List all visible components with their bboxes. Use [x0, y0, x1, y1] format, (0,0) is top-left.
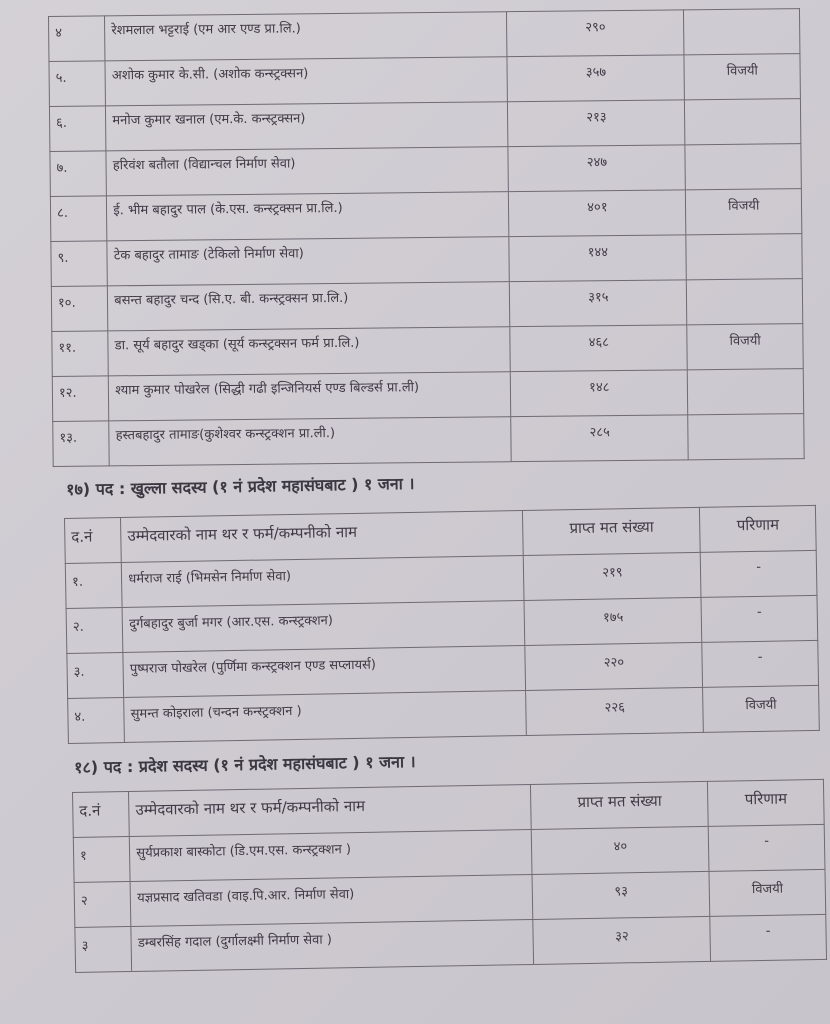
- candidate-name: हस्तबहादुर तामाङ(कुशेश्वर कन्स्ट्रक्शन प्रा.ली.): [109, 417, 512, 466]
- candidate-name: डम्बरसिंह गदाल (दुर्गालक्ष्मी निर्माण सेवा ): [131, 919, 534, 971]
- serial-number: १३.: [53, 421, 110, 467]
- result-cell: [684, 9, 800, 55]
- table-row: [49, 54, 800, 107]
- table-row: [51, 234, 802, 287]
- serial-number: ७.: [50, 151, 107, 197]
- vote-count: १७५: [524, 597, 702, 645]
- result-cell: विजयी: [709, 869, 825, 916]
- result-cell: -: [701, 595, 817, 642]
- candidate-name: पुष्पराज पोखरेल (पुर्णिमा कन्स्ट्रक्शन एण्ड सप्लायर्स): [123, 645, 526, 697]
- result-cell: विजयी: [703, 685, 819, 732]
- result-cell: [688, 369, 804, 415]
- vote-count: १४४: [509, 235, 686, 282]
- vote-count: २८५: [511, 415, 688, 462]
- result-cell: -: [709, 824, 825, 871]
- table-row: [49, 99, 800, 152]
- candidate-name: अशोक कुमार के.सी. (अशोक कन्स्ट्रक्सन): [105, 57, 508, 106]
- table-row: [53, 414, 804, 467]
- serial-number: १.: [65, 563, 122, 609]
- header-candidate: उम्मेदवारको नाम थर र फर्म/कम्पनीको नाम: [121, 510, 524, 562]
- result-cell: [685, 99, 801, 145]
- serial-number: ११.: [52, 331, 109, 377]
- serial-number: ३: [75, 926, 132, 972]
- table-row: [49, 9, 800, 62]
- vote-count: २१९: [524, 552, 702, 600]
- vote-count: २९०: [507, 10, 684, 57]
- header-serial: द.नं: [73, 792, 130, 838]
- serial-number: ५.: [49, 61, 106, 107]
- header-votes: प्राप्त मत संख्या: [523, 507, 701, 555]
- serial-number: ४.: [68, 697, 125, 743]
- vote-count: ४०१: [509, 190, 686, 237]
- result-cell: विजयी: [686, 189, 802, 235]
- table-row: [52, 369, 803, 422]
- serial-number: ६.: [49, 106, 106, 152]
- serial-number: ८.: [50, 196, 107, 242]
- candidate-name: मनोज कुमार खनाल (एम.के. कन्स्ट्रक्सन): [106, 102, 509, 151]
- candidate-name: सुमन्त कोइराला (चन्दन कन्स्ट्रक्शन ): [124, 690, 527, 742]
- table-row: [51, 279, 802, 332]
- vote-count: ३५७: [507, 55, 684, 102]
- result-cell: [687, 279, 803, 325]
- candidate-name: ई. भीम बहादुर पाल (के.एस. कन्स्ट्रक्सन प्रा.लि.): [107, 192, 510, 241]
- vote-count: ३१५: [510, 280, 687, 327]
- result-cell: विजयी: [687, 324, 803, 370]
- candidate-name: डा. सूर्य बहादुर खड्का (सूर्य कन्स्ट्रक्सन फर्म प्रा.लि.): [108, 327, 511, 376]
- table-row: [52, 324, 803, 377]
- candidate-name: रेशमलाल भट्टराई (एम आर एण्ड प्रा.लि.): [105, 12, 508, 61]
- vote-count: ३२: [533, 916, 711, 964]
- vote-count: ४६८: [510, 325, 687, 372]
- header-votes: प्राप्त मत संख्या: [531, 781, 709, 829]
- result-cell: विजयी: [684, 54, 800, 100]
- result-cell: -: [710, 914, 826, 961]
- candidate-name: यज्ञप्रसाद खतिवडा (वाइ.पि.आर. निर्माण सेवा): [130, 874, 533, 926]
- results-table-18: [72, 779, 827, 973]
- candidate-name: धर्मराज राई (भिमसेन निर्माण सेवा): [122, 555, 525, 607]
- header-candidate: उम्मेदवारको नाम थर र फर्म/कम्पनीको नाम: [129, 784, 532, 836]
- serial-number: २.: [66, 607, 123, 653]
- header-result: परिणाम: [700, 505, 816, 552]
- section-18-heading: १८) पद : प्रदेश सदस्य (१ नं प्रदेश महासंघबाट ) १ जना ।: [74, 752, 416, 777]
- serial-number: ३.: [67, 652, 124, 698]
- candidate-name: टेक बहादुर तामाङ (टेकिलो निर्माण सेवा): [107, 237, 510, 286]
- table-row: [50, 189, 801, 242]
- results-table-16: [48, 8, 805, 467]
- results-table-17: [64, 505, 820, 744]
- serial-number: ४: [49, 16, 106, 62]
- result-cell: -: [701, 550, 817, 597]
- result-cell: [686, 234, 802, 280]
- section-17-heading: १७) पद : खुल्ला सदस्य (१ नं प्रदेश महासंघबाट ) १ जना ।: [66, 473, 415, 499]
- candidate-name: दुर्गबहादुर बुर्जा मगर (आर.एस. कन्स्ट्रक्शन): [122, 600, 525, 652]
- header-result: परिणाम: [708, 779, 824, 826]
- serial-number: ९.: [51, 241, 108, 287]
- result-cell: -: [702, 640, 818, 687]
- result-cell: [685, 144, 801, 190]
- vote-count: २२६: [526, 687, 704, 735]
- vote-count: ९३: [532, 871, 710, 919]
- serial-number: २: [74, 881, 131, 927]
- serial-number: १२.: [52, 376, 109, 422]
- candidate-name: बसन्त बहादुर चन्द (सि.ए. बी. कन्स्ट्रक्सन प्रा.लि.): [108, 282, 511, 331]
- header-serial: द.नं: [65, 518, 122, 564]
- serial-number: १: [73, 837, 130, 883]
- vote-count: ४०: [532, 826, 710, 874]
- table-row: [50, 144, 801, 197]
- vote-count: २२०: [525, 642, 703, 690]
- vote-count: २४७: [508, 145, 685, 192]
- candidate-name: सुर्यप्रकाश बास्कोटा (डि.एम.एस. कन्स्ट्रक्शन ): [130, 829, 533, 881]
- vote-count: १४८: [511, 370, 688, 417]
- serial-number: १०.: [51, 286, 108, 332]
- candidate-name: हरिवंश बतौला (विद्यान्चल निर्माण सेवा): [106, 147, 509, 196]
- result-cell: [688, 414, 804, 460]
- candidate-name: श्याम कुमार पोखरेल (सिद्धी गढी इन्जिनियर्स एण्ड बिल्डर्स प्रा.ली): [109, 372, 512, 421]
- vote-count: २१३: [508, 100, 685, 147]
